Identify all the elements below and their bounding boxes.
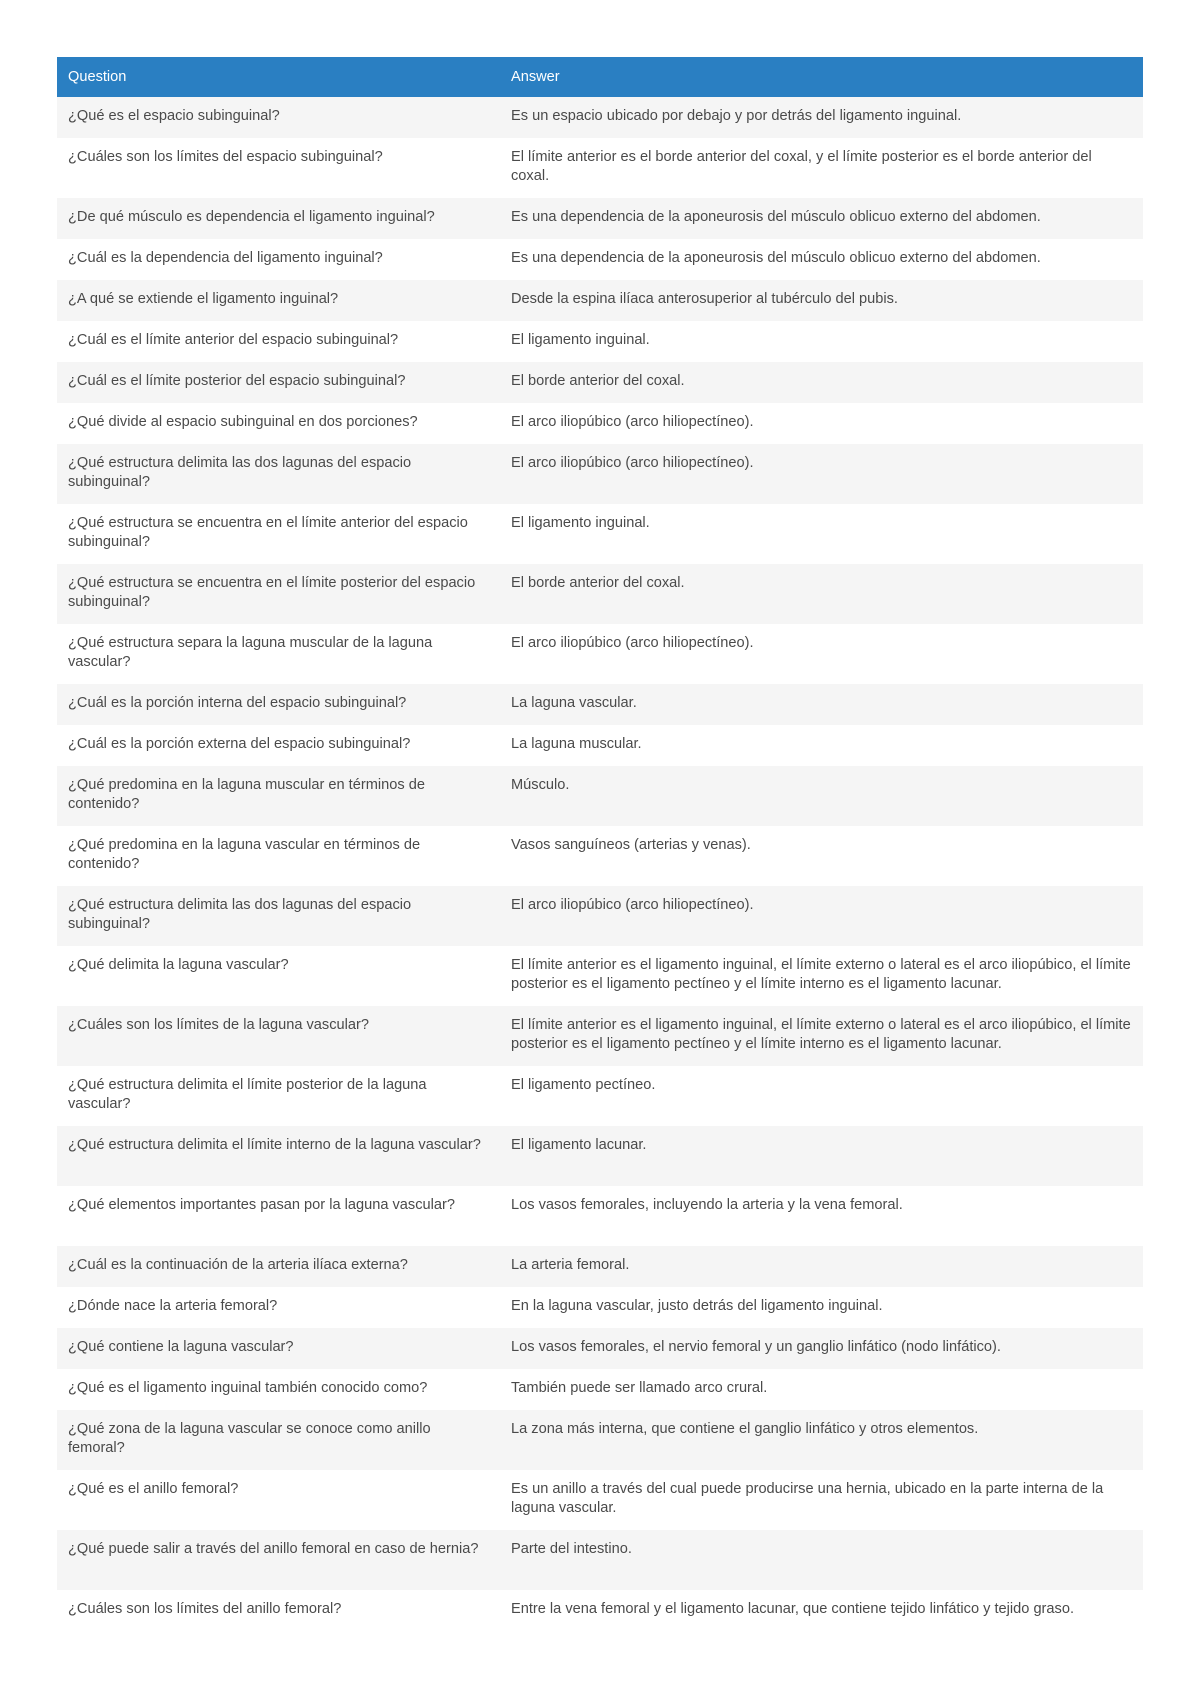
table-row bbox=[57, 684, 1143, 725]
table-row bbox=[57, 1186, 1143, 1246]
question-cell: ¿Qué estructura delimita el límite posterior de la laguna vascular? bbox=[57, 1066, 500, 1126]
table-row bbox=[57, 138, 1143, 198]
answer-cell: Desde la espina ilíaca anterosuperior al tubérculo del pubis. bbox=[500, 280, 1143, 321]
question-cell: ¿De qué músculo es dependencia el ligamento inguinal? bbox=[57, 198, 500, 239]
answer-cell: Es un anillo a través del cual puede producirse una hernia, ubicado en la parte interna de la laguna vascular. bbox=[500, 1470, 1143, 1530]
question-cell: ¿Qué elementos importantes pasan por la laguna vascular? bbox=[57, 1186, 500, 1246]
table-row bbox=[57, 1470, 1143, 1530]
answer-cell: El arco iliopúbico (arco hiliopectíneo). bbox=[500, 624, 1143, 684]
answer-cell: La laguna muscular. bbox=[500, 725, 1143, 766]
question-cell: ¿Cuál es el límite anterior del espacio subinguinal? bbox=[57, 321, 500, 362]
answer-cell: El límite anterior es el borde anterior del coxal, y el límite posterior es el borde anterior del coxal. bbox=[500, 138, 1143, 198]
table-row bbox=[57, 97, 1143, 138]
table-row bbox=[57, 564, 1143, 624]
table-row bbox=[57, 766, 1143, 826]
question-cell: ¿Qué estructura delimita las dos lagunas del espacio subinguinal? bbox=[57, 444, 500, 504]
table-row bbox=[57, 198, 1143, 239]
question-cell: ¿Cuál es la porción externa del espacio subinguinal? bbox=[57, 725, 500, 766]
table-row bbox=[57, 280, 1143, 321]
table-row bbox=[57, 444, 1143, 504]
question-cell: ¿Qué estructura delimita el límite interno de la laguna vascular? bbox=[57, 1126, 500, 1186]
table-row bbox=[57, 1246, 1143, 1287]
question-cell: ¿Qué estructura se encuentra en el límite posterior del espacio subinguinal? bbox=[57, 564, 500, 624]
table-row bbox=[57, 1590, 1143, 1631]
table-row bbox=[57, 362, 1143, 403]
question-cell: ¿Qué es el espacio subinguinal? bbox=[57, 97, 500, 138]
answer-cell: El ligamento lacunar. bbox=[500, 1126, 1143, 1186]
answer-cell: También puede ser llamado arco crural. bbox=[500, 1369, 1143, 1410]
table-row bbox=[57, 946, 1143, 1006]
answer-cell: En la laguna vascular, justo detrás del ligamento inguinal. bbox=[500, 1287, 1143, 1328]
table-row bbox=[57, 826, 1143, 886]
answer-cell: El límite anterior es el ligamento inguinal, el límite externo o lateral es el arco iliopúbico, el límite posterior es el ligamento pectíneo y el límite interno es el ligamento lacunar. bbox=[500, 1006, 1143, 1066]
question-cell: ¿Qué es el anillo femoral? bbox=[57, 1470, 500, 1530]
table-body bbox=[57, 97, 1143, 1631]
answer-cell: El arco iliopúbico (arco hiliopectíneo). bbox=[500, 444, 1143, 504]
question-cell: ¿Cuál es la dependencia del ligamento inguinal? bbox=[57, 239, 500, 280]
question-cell: ¿Cuál es la continuación de la arteria ilíaca externa? bbox=[57, 1246, 500, 1287]
question-cell: ¿Qué delimita la laguna vascular? bbox=[57, 946, 500, 1006]
answer-cell: El borde anterior del coxal. bbox=[500, 362, 1143, 403]
header-question: Question bbox=[57, 57, 500, 97]
answer-cell: La laguna vascular. bbox=[500, 684, 1143, 725]
header-row bbox=[57, 57, 1143, 97]
question-cell: ¿Qué estructura delimita las dos lagunas del espacio subinguinal? bbox=[57, 886, 500, 946]
table-row bbox=[57, 239, 1143, 280]
question-cell: ¿Qué estructura se encuentra en el límite anterior del espacio subinguinal? bbox=[57, 504, 500, 564]
table-row bbox=[57, 1530, 1143, 1590]
question-cell: ¿Qué predomina en la laguna vascular en términos de contenido? bbox=[57, 826, 500, 886]
table-row bbox=[57, 1287, 1143, 1328]
answer-cell: Entre la vena femoral y el ligamento lacunar, que contiene tejido linfático y tejido graso. bbox=[500, 1590, 1143, 1631]
question-cell: ¿Qué estructura separa la laguna muscular de la laguna vascular? bbox=[57, 624, 500, 684]
table-row bbox=[57, 321, 1143, 362]
question-cell: ¿Cuáles son los límites del anillo femoral? bbox=[57, 1590, 500, 1631]
table-row bbox=[57, 1369, 1143, 1410]
question-cell: ¿Cuál es el límite posterior del espacio subinguinal? bbox=[57, 362, 500, 403]
answer-cell: El límite anterior es el ligamento inguinal, el límite externo o lateral es el arco iliopúbico, el límite posterior es el ligamento pectíneo y el límite interno es el ligamento lacunar. bbox=[500, 946, 1143, 1006]
answer-cell: Los vasos femorales, incluyendo la arteria y la vena femoral. bbox=[500, 1186, 1143, 1246]
question-cell: ¿Qué es el ligamento inguinal también conocido como? bbox=[57, 1369, 500, 1410]
question-cell: ¿A qué se extiende el ligamento inguinal? bbox=[57, 280, 500, 321]
table-row bbox=[57, 1126, 1143, 1186]
table-row bbox=[57, 1066, 1143, 1126]
answer-cell: El ligamento inguinal. bbox=[500, 504, 1143, 564]
question-cell: ¿Qué zona de la laguna vascular se conoce como anillo femoral? bbox=[57, 1410, 500, 1470]
table-row bbox=[57, 1410, 1143, 1470]
answer-cell: Parte del intestino. bbox=[500, 1530, 1143, 1590]
answer-cell: Es una dependencia de la aponeurosis del músculo oblicuo externo del abdomen. bbox=[500, 198, 1143, 239]
answer-cell: Es un espacio ubicado por debajo y por detrás del ligamento inguinal. bbox=[500, 97, 1143, 138]
table-row bbox=[57, 403, 1143, 444]
question-cell: ¿Qué puede salir a través del anillo femoral en caso de hernia? bbox=[57, 1530, 500, 1590]
answer-cell: El ligamento pectíneo. bbox=[500, 1066, 1143, 1126]
answer-cell: El arco iliopúbico (arco hiliopectíneo). bbox=[500, 886, 1143, 946]
answer-cell: La arteria femoral. bbox=[500, 1246, 1143, 1287]
answer-cell: Músculo. bbox=[500, 766, 1143, 826]
table-row bbox=[57, 624, 1143, 684]
table-header bbox=[57, 57, 1143, 97]
question-cell: ¿Cuáles son los límites de la laguna vascular? bbox=[57, 1006, 500, 1066]
table-row bbox=[57, 725, 1143, 766]
qa-table bbox=[57, 57, 1143, 1631]
answer-cell: El ligamento inguinal. bbox=[500, 321, 1143, 362]
header-answer: Answer bbox=[500, 57, 1143, 97]
answer-cell: Es una dependencia de la aponeurosis del músculo oblicuo externo del abdomen. bbox=[500, 239, 1143, 280]
question-cell: ¿Cuál es la porción interna del espacio subinguinal? bbox=[57, 684, 500, 725]
answer-cell: Vasos sanguíneos (arterias y venas). bbox=[500, 826, 1143, 886]
table-row bbox=[57, 504, 1143, 564]
question-cell: ¿Qué divide al espacio subinguinal en dos porciones? bbox=[57, 403, 500, 444]
answer-cell: El borde anterior del coxal. bbox=[500, 564, 1143, 624]
question-cell: ¿Qué contiene la laguna vascular? bbox=[57, 1328, 500, 1369]
answer-cell: La zona más interna, que contiene el ganglio linfático y otros elementos. bbox=[500, 1410, 1143, 1470]
answer-cell: El arco iliopúbico (arco hiliopectíneo). bbox=[500, 403, 1143, 444]
table-row bbox=[57, 886, 1143, 946]
table-row bbox=[57, 1006, 1143, 1066]
question-cell: ¿Dónde nace la arteria femoral? bbox=[57, 1287, 500, 1328]
question-cell: ¿Cuáles son los límites del espacio subinguinal? bbox=[57, 138, 500, 198]
table-row bbox=[57, 1328, 1143, 1369]
question-cell: ¿Qué predomina en la laguna muscular en términos de contenido? bbox=[57, 766, 500, 826]
answer-cell: Los vasos femorales, el nervio femoral y un ganglio linfático (nodo linfático). bbox=[500, 1328, 1143, 1369]
